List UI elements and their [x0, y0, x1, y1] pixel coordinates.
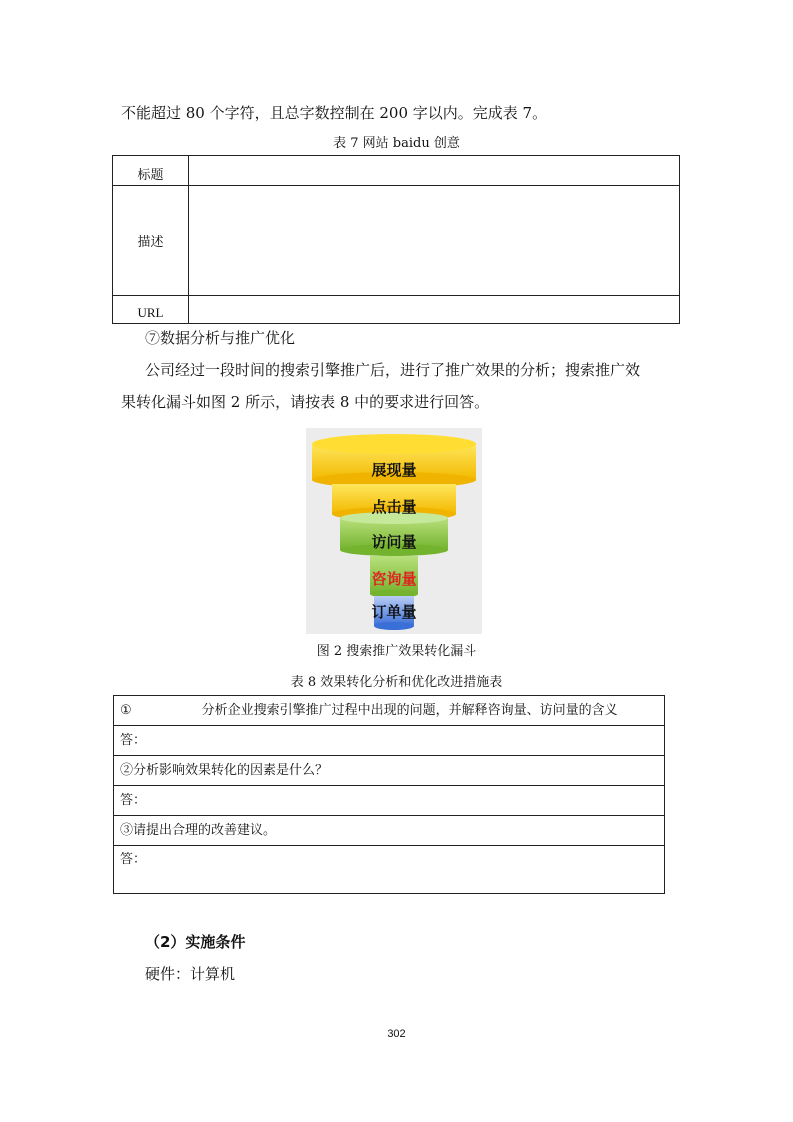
table7-caption: 表 7 网站 baidu 创意 — [333, 136, 460, 151]
hardware-line: 硬件：计算机 — [145, 965, 236, 983]
table7-value-title[interactable] — [189, 156, 680, 186]
table-row — [114, 816, 665, 846]
table-row — [114, 846, 665, 894]
impl-heading: （2）实施条件 — [145, 933, 246, 951]
table8-question-2: ②分析影响效果转化的因素是什么？ — [114, 756, 665, 786]
funnel-label-clicks: 点击量 — [371, 498, 417, 516]
page-number: 302 — [387, 1028, 406, 1040]
funnel-label-inquiries: 咨询量 — [371, 570, 417, 588]
question-1-number: ① — [120, 702, 132, 718]
table7-label-url: URL — [113, 296, 189, 324]
body-line-1: 公司经过一段时间的搜索引擎推广后，进行了推广效果的分析；搜索推广效 — [145, 361, 641, 379]
table-row — [114, 696, 665, 726]
table8-answer-3[interactable]: 答： — [114, 846, 665, 894]
funnel-layer-5-bottom — [374, 622, 414, 630]
table-row — [113, 186, 680, 296]
table8-question-1 — [114, 696, 665, 726]
table8 — [113, 695, 665, 894]
table-row — [114, 726, 665, 756]
table8-answer-1[interactable]: 答： — [114, 726, 665, 756]
question-1-text: 分析企业搜索引擎推广过程中出现的问题，并解释咨询量、访问量的含义 — [201, 702, 618, 718]
table8-caption: 表 8 效果转化分析和优化改进措施表 — [290, 675, 503, 690]
section-heading: ⑦数据分析与推广优化 — [145, 329, 296, 347]
funnel-label-orders: 订单量 — [371, 603, 417, 621]
figure2-caption: 图 2 搜索推广效果转化漏斗 — [316, 644, 477, 659]
table7-label-description: 描述 — [113, 186, 189, 296]
table-row — [113, 156, 680, 186]
table8-question-3: ③请提出合理的改善建议。 — [114, 816, 665, 846]
funnel-layer-1-top — [312, 434, 476, 454]
table7-value-description[interactable] — [189, 186, 680, 296]
table7-value-url[interactable] — [189, 296, 680, 324]
table8-answer-2[interactable]: 答： — [114, 786, 665, 816]
table7 — [112, 155, 680, 324]
funnel-label-visits: 访问量 — [371, 533, 417, 551]
funnel-label-impressions: 展现量 — [371, 461, 417, 479]
intro-paragraph: 不能超过 80 个字符，且总字数控制在 200 字以内。完成表 7。 — [121, 104, 548, 122]
body-line-2: 果转化漏斗如图 2 所示，请按表 8 中的要求进行回答。 — [121, 393, 490, 411]
funnel-figure — [306, 428, 482, 634]
table-row — [113, 296, 680, 324]
table7-label-title: 标题 — [113, 156, 189, 186]
table-row — [114, 786, 665, 816]
table-row — [114, 756, 665, 786]
